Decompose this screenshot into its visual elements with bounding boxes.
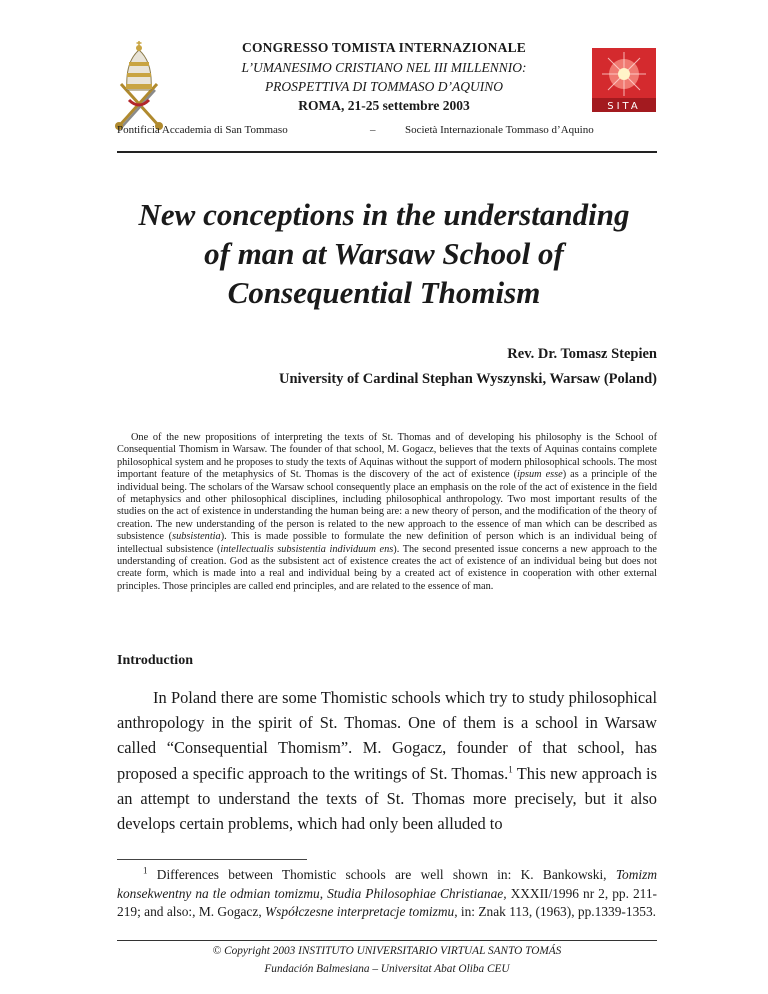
abstract-text-1: One of the new propositions of interpreting the texts of St. Thomas and of developing his philosophy is the School of Consequential Thomism in Warsaw. The founder of that school, M. Gogacz, believes that the texts of Aquinas contains complete philosophical system and he proposes to study the texts of Aquinas without the support of modern philosophical schools. The most important feature of the metaphysics of St. Thomas is the discovery of the act of existence ( — [117, 432, 657, 481]
abstract-text-2: ) as a principle of the individual being. The scholars of the Warsaw school consequently place an emphasis on the role of the act of existence in the field of metaphysics and other philosophical disciplines, including philosophical anthropology. Two most important results of the studies on the act of existence in understanding the human being are: a new theory of person, and the modification of the theory of creation. The new understanding of the person is related to the new approach to the essence of man which can be described as subsistence ( — [117, 469, 657, 543]
paper-title-line-3: Consequential Thomism — [227, 275, 541, 310]
footnote-italic-1: Tomizm konsekwentny na tle odmian tomizmu — [117, 867, 657, 901]
footnote — [117, 866, 657, 922]
footer-organization: Fundación Balmesiana – Universitat Abat Oliba CEU — [264, 963, 510, 975]
author-name: Rev. Dr. Tomasz Stepien — [507, 346, 657, 362]
header-divider — [117, 151, 657, 153]
footnote-reference[interactable]: 1 — [508, 764, 513, 775]
institution-left: Pontificia Accademia di San Tommaso — [117, 124, 288, 136]
paper-title — [100, 195, 668, 312]
footnote-text-3: XXXII/1996 nr 2, pp. 211- 219; and also:, M. Gogacz, — [117, 885, 657, 920]
abstract-text-4: ). The second presented issue concerns a new approach to the understanding of creation. God as the subsistent act of existence creates the act of existence of an individual being but does not create form, which is made into a real and individual being by a created act of existence in cooperation with other external principles. Those principles are called end principles, and are related to the essence of man. — [117, 543, 657, 592]
abstract-italic-2: subsistentia — [172, 531, 221, 543]
abstract-paragraph — [117, 432, 657, 593]
abstract-italic-1: ipsum esse — [517, 469, 563, 481]
author-affiliation: University of Cardinal Stephan Wyszynski, Warsaw (Poland) — [279, 371, 657, 387]
footnote-mark: 1 — [143, 865, 148, 876]
footnote-divider — [117, 859, 307, 860]
footer-divider — [117, 940, 657, 941]
section-heading-introduction: Introduction — [117, 653, 193, 668]
congress-date: ROMA, 21-25 settembre 2003 — [298, 98, 470, 113]
footnote-text-4: , in: Znak 113, (1963), pp.1339-1353. — [454, 904, 657, 920]
congress-subtitle-2: PROSPETTIVA DI TOMMASO D’AQUINO — [264, 79, 504, 94]
footnote-text-2: , — [319, 885, 328, 901]
sita-logo — [592, 48, 656, 112]
footer-copyright: © Copyright 2003 INSTITUTO UNIVERSITARIO VIRTUAL SANTO TOMÁS — [212, 945, 562, 957]
sita-logo-text: SITA — [607, 101, 641, 112]
introduction-text-1: In Poland there are some Thomistic schools which try to study philosophical anthropology in the spirit of St. Thomas. One of them is a school in Warsaw called “Consequential Thomism”. M. Gogacz, founder of that school, has proposed a specific approach to the writings of St. Thomas. — [117, 688, 657, 783]
introduction-paragraph — [117, 685, 657, 836]
institution-right: Società Internazionale Tommaso d’Aquino — [405, 124, 594, 136]
introduction-text-2: This new approach is an attempt to understand the texts of St. Thomas more precisely, but it also develops certain problems, which had only been alluded to — [117, 763, 657, 834]
footnote-text-1: Differences between Thomistic schools are well shown in: K. Bankowski, — [147, 867, 616, 882]
footnote-italic-2: Studia Philosophiae Christianae, — [327, 885, 507, 901]
abstract-italic-3: intellectualis subsistentia individuum ens — [220, 543, 394, 555]
congress-title: CONGRESSO TOMISTA INTERNAZIONALE — [242, 40, 526, 55]
abstract-text-3: ). This is made possible to formulate the new definition of person which is an individual being of intellectual subsistence ( — [117, 531, 657, 555]
paper-title-line-2: of man at Warsaw School of — [204, 236, 564, 271]
paper-title-line-1: New conceptions in the understanding — [138, 197, 630, 232]
institution-separator: – — [370, 124, 376, 136]
papal-emblem-logo — [107, 40, 171, 132]
footnote-italic-3: Współczesne interpretacje tomizmu — [265, 904, 455, 920]
congress-subtitle-1: L’UMANESIMO CRISTIANO NEL III MILLENNIO: — [241, 60, 527, 75]
